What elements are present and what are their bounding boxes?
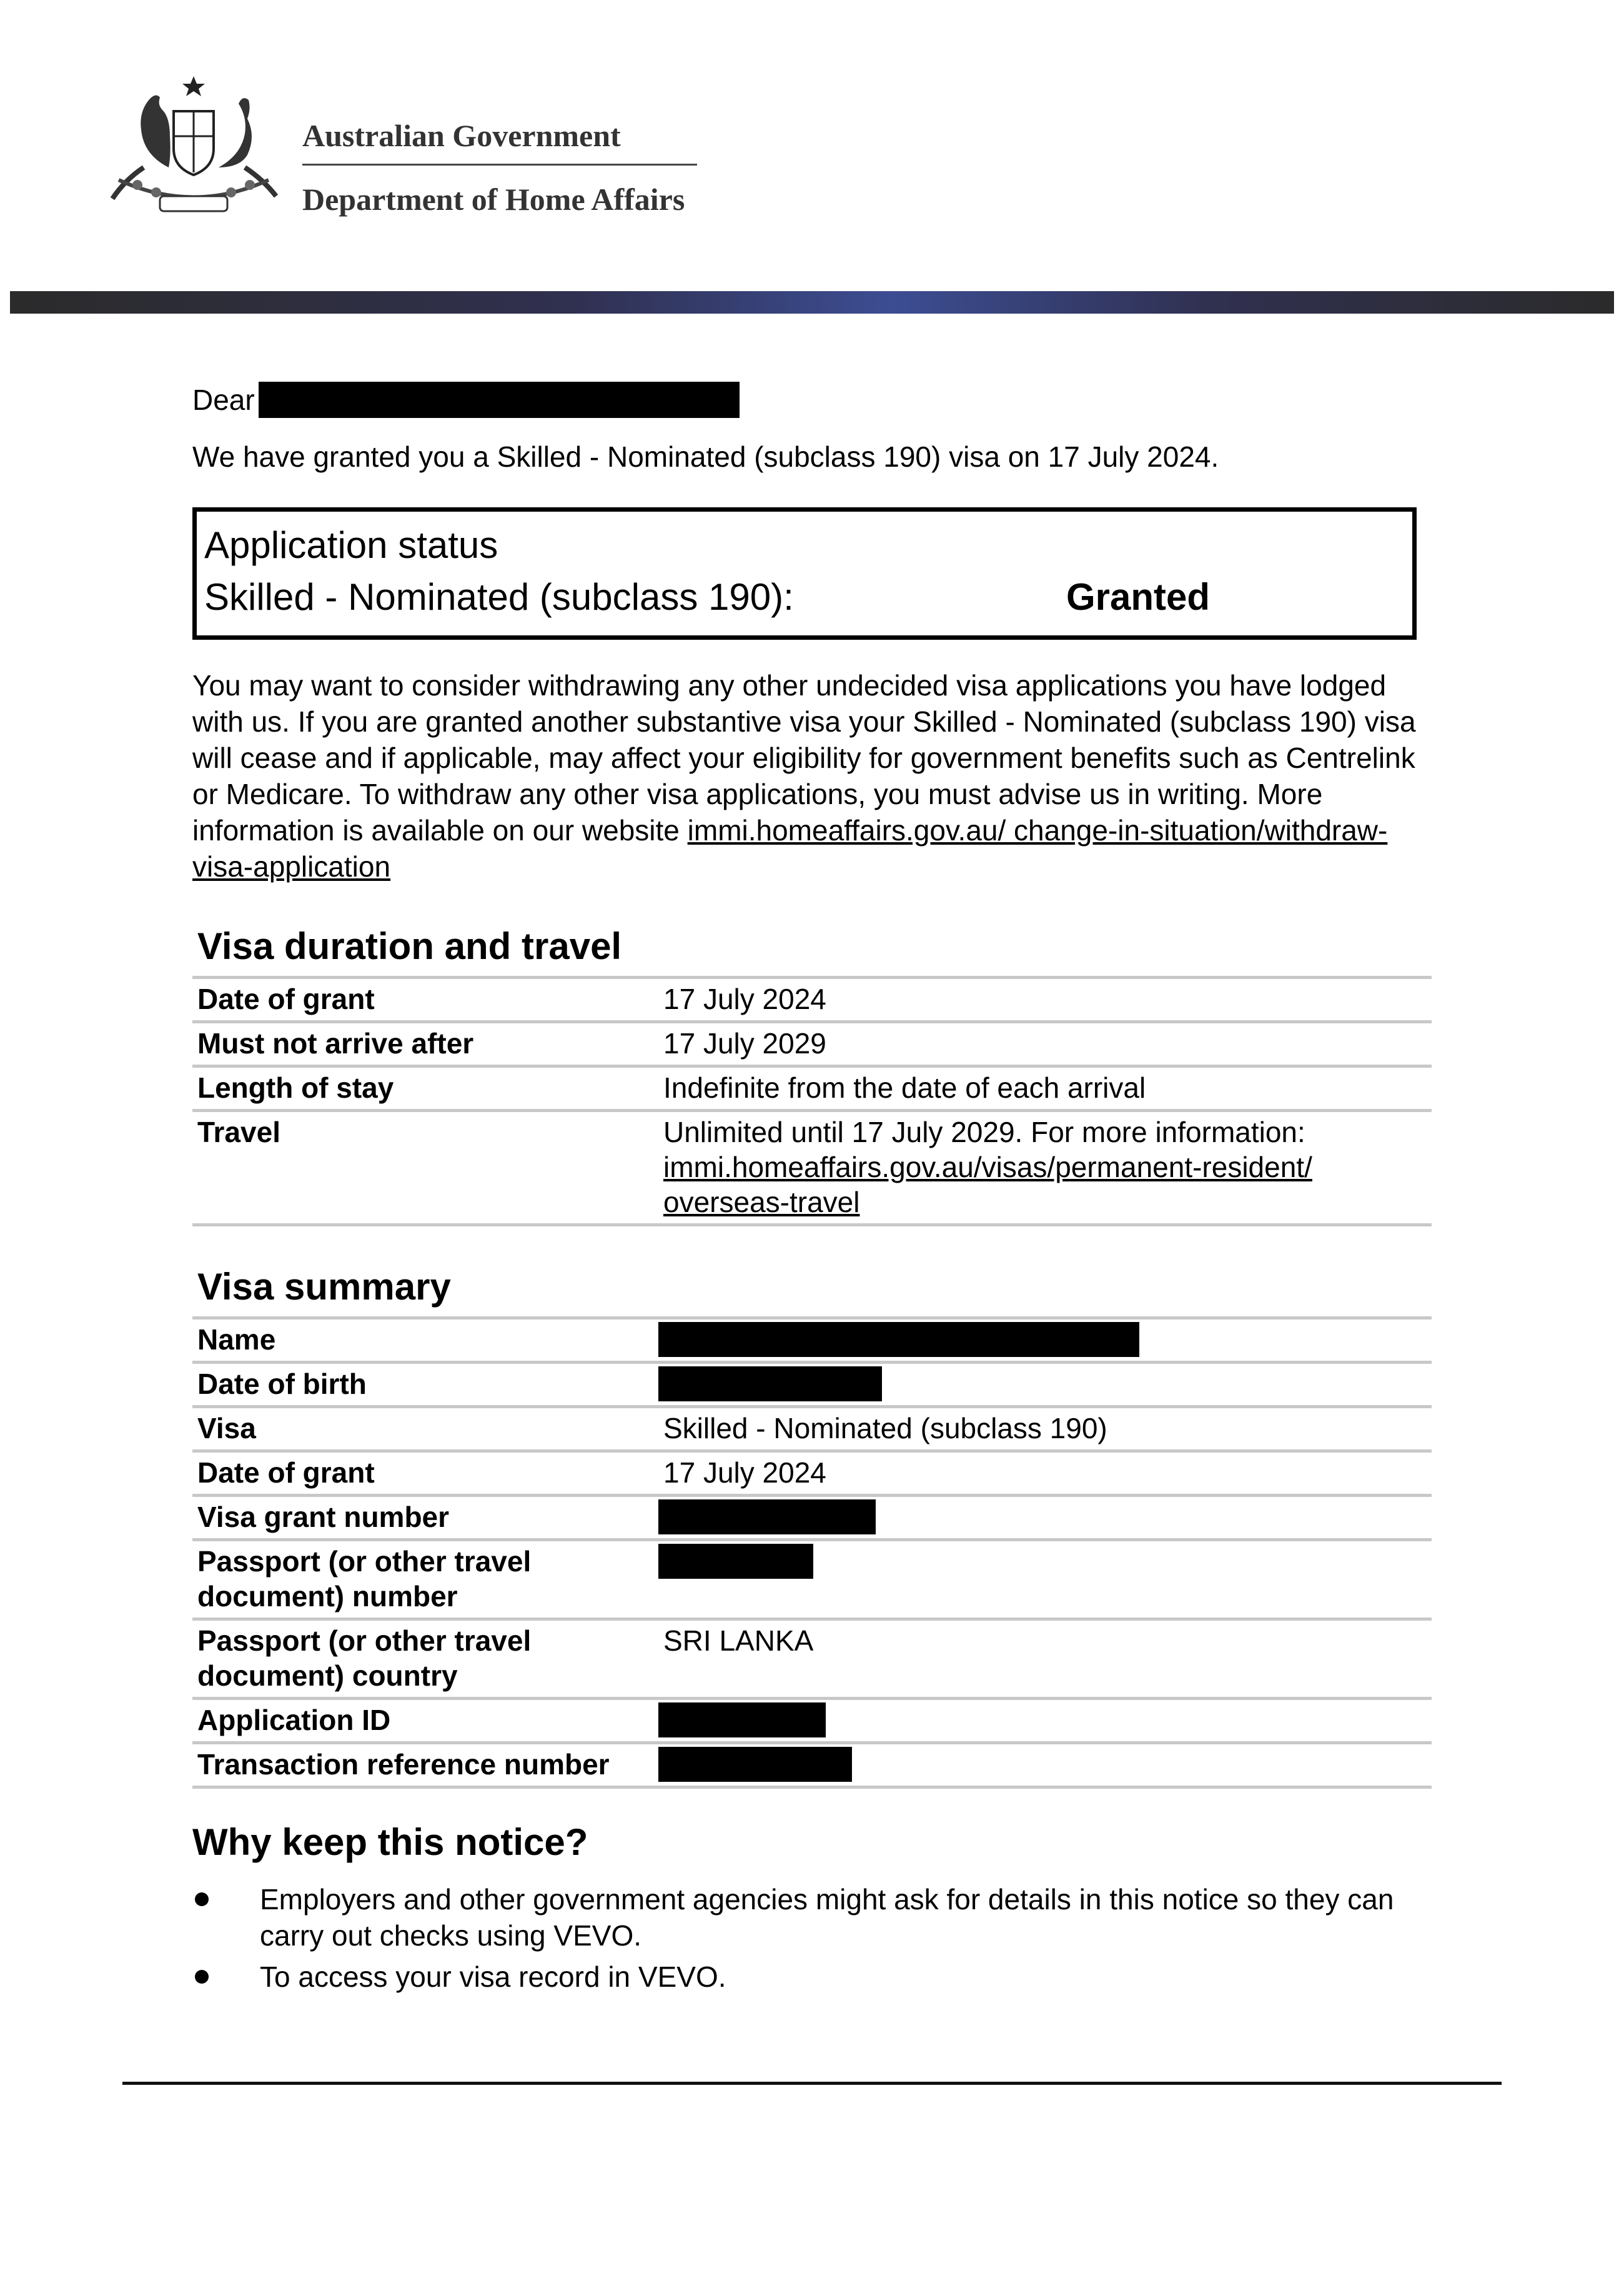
application-status-box <box>192 507 1417 640</box>
summary-table <box>192 1316 1432 1789</box>
row-label: Passport (or other travel document) number <box>192 1540 651 1619</box>
row-label: Application ID <box>192 1699 651 1743</box>
salutation-line <box>192 375 1432 425</box>
why-title: Why keep this notice? <box>192 1821 588 1863</box>
row-value <box>651 1318 1432 1363</box>
redacted-value <box>658 1702 826 1737</box>
government-name: Australian Government <box>302 118 621 153</box>
footer-divider <box>122 2082 1502 2085</box>
row-value <box>651 1496 1432 1540</box>
row-label: Visa <box>192 1407 651 1451</box>
bullet-icon <box>195 1970 209 1984</box>
row-value <box>651 1363 1432 1407</box>
row-value <box>651 1540 1432 1619</box>
table-row <box>192 1699 1432 1743</box>
list-item <box>192 1881 1422 1954</box>
table-row <box>192 1363 1432 1407</box>
table-row <box>192 1540 1432 1619</box>
row-value: SRI LANKA <box>651 1619 1432 1699</box>
row-value: 17 July 2024 <box>651 1451 1432 1496</box>
table-row <box>192 1451 1432 1496</box>
letterhead <box>0 0 1624 294</box>
table-row <box>192 1619 1432 1699</box>
list-item-text: Employers and other government agencies might ask for details in this notice so they can carry out checks using VEVO. <box>260 1883 1394 1952</box>
status-value: Granted <box>1066 576 1211 618</box>
duration-title: Visa duration and travel <box>197 925 622 967</box>
table-row <box>192 1318 1432 1363</box>
withdraw-link[interactable]: immi.homeaffairs.gov.au/ change-in-situation/withdraw-visa-application <box>192 814 1388 883</box>
coat-of-arms-icon <box>100 74 287 217</box>
summary-title: Visa summary <box>197 1266 451 1308</box>
row-value <box>651 1699 1432 1743</box>
row-label: Date of grant <box>192 1451 651 1496</box>
row-label: Length of stay <box>192 1066 651 1111</box>
row-label: Transaction reference number <box>192 1743 651 1787</box>
notice-text: You may want to consider withdrawing any other undecided visa applications you have lodged with us. If you are granted another substantive visa your Skilled - Nominated (subclass 190) visa will cease and if applicable, may affect your eligibility for government benefits such as Centrelink or Medicare. To withdraw any other visa applications, you must advise us in writing. More information is available on our website <box>192 669 1416 847</box>
row-value: Skilled - Nominated (subclass 190) <box>651 1407 1432 1451</box>
grant-sentence: We have granted you a Skilled - Nominated (subclass 190) visa on 17 July 2024. <box>192 440 1219 473</box>
header-band <box>10 291 1614 314</box>
row-value <box>651 1111 1432 1225</box>
travel-link[interactable]: immi.homeaffairs.gov.au/visas/permanent-resident/ overseas-travel <box>663 1151 1312 1218</box>
status-title: Application status <box>204 524 498 566</box>
bullet-icon <box>195 1892 209 1906</box>
row-value: Indefinite from the date of each arrival <box>651 1066 1432 1111</box>
row-label: Date of birth <box>192 1363 651 1407</box>
row-label: Travel <box>192 1111 651 1225</box>
withdraw-notice <box>192 667 1429 885</box>
redacted-value <box>658 1544 813 1579</box>
salutation: Dear <box>192 384 255 416</box>
table-row <box>192 1066 1432 1111</box>
letter-body <box>192 375 1432 2000</box>
table-row <box>192 1022 1432 1066</box>
redacted-value <box>658 1322 1139 1357</box>
table-row <box>192 1743 1432 1787</box>
department-name: Department of Home Affairs <box>302 182 685 217</box>
row-label: Must not arrive after <box>192 1022 651 1066</box>
row-label: Date of grant <box>192 978 651 1022</box>
status-visa: Skilled - Nominated (subclass 190): <box>204 576 794 618</box>
table-row <box>192 978 1432 1022</box>
row-value: 17 July 2029 <box>651 1022 1432 1066</box>
row-value <box>651 1743 1432 1787</box>
redacted-name <box>259 382 740 418</box>
travel-text: Unlimited until 17 July 2029. For more information: <box>663 1116 1305 1148</box>
why-list <box>192 1881 1432 1995</box>
redacted-value <box>658 1499 876 1534</box>
table-row <box>192 1496 1432 1540</box>
row-label: Name <box>192 1318 651 1363</box>
row-label: Visa grant number <box>192 1496 651 1540</box>
letterhead-divider <box>302 164 697 166</box>
table-row <box>192 1407 1432 1451</box>
table-row <box>192 1111 1432 1225</box>
row-value: 17 July 2024 <box>651 978 1432 1022</box>
status-row <box>204 570 1405 624</box>
list-item-text: To access your visa record in VEVO. <box>260 1961 726 1993</box>
list-item <box>192 1959 1422 1995</box>
row-label: Passport (or other travel document) country <box>192 1619 651 1699</box>
redacted-value <box>658 1747 852 1782</box>
duration-table <box>192 976 1432 1226</box>
redacted-value <box>658 1366 882 1401</box>
